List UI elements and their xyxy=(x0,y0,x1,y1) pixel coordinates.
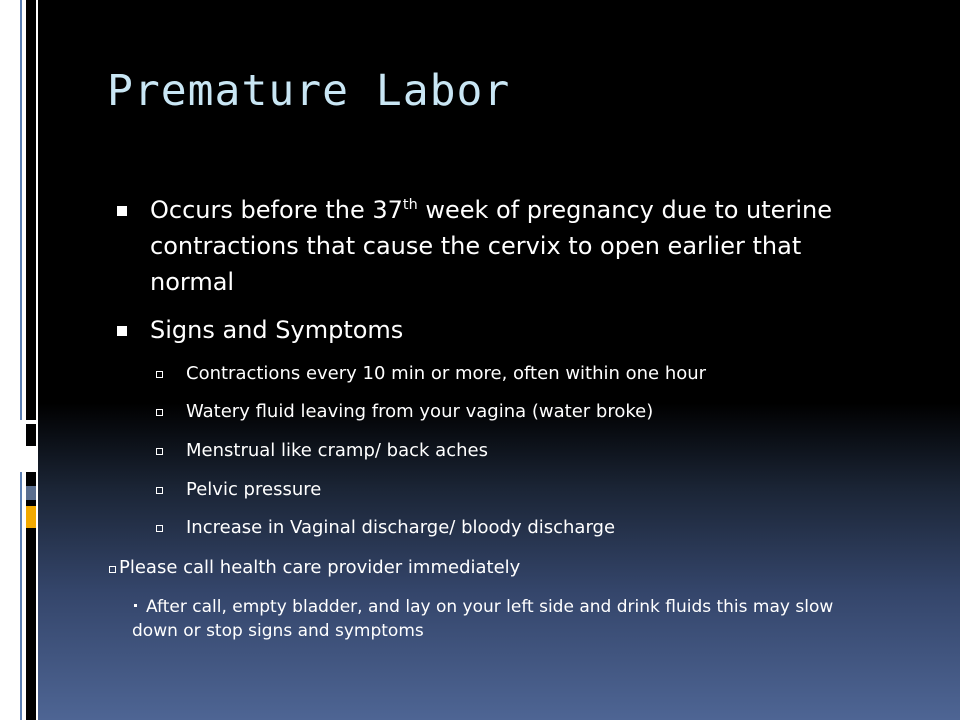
symptom-item xyxy=(186,400,653,424)
square-bullet-icon xyxy=(117,326,127,336)
bullet-definition xyxy=(150,192,870,300)
symptom-item xyxy=(186,439,488,463)
slide-title: Premature Labor xyxy=(107,66,511,116)
ordinal-suffix: th xyxy=(402,197,418,213)
call-provider-note xyxy=(119,556,520,580)
hollow-square-bullet-icon xyxy=(156,409,163,416)
symptom-item xyxy=(186,362,706,386)
hollow-square-bullet-icon xyxy=(109,566,116,573)
hollow-square-bullet-icon xyxy=(156,525,163,532)
after-call-note xyxy=(132,595,872,643)
symptom-item xyxy=(186,478,321,502)
symptom-text: Increase in Vaginal discharge/ bloody discharge xyxy=(186,517,616,538)
symptom-text: Pelvic pressure xyxy=(186,479,322,500)
after-call-text: After call, empty bladder, and lay on your left side and drink fluids this may slow down or stop signs and symptoms xyxy=(132,597,834,641)
hollow-square-bullet-icon xyxy=(156,448,163,455)
call-provider-text: Please call health care provider immediately xyxy=(119,557,521,578)
hollow-square-bullet-icon xyxy=(156,371,163,378)
definition-text-end: week of pregnancy due to uterine contractions that cause the cervix to open earlier that normal xyxy=(150,196,832,296)
bullet-signs-heading xyxy=(150,312,870,348)
small-square-bullet-icon xyxy=(134,604,137,607)
hollow-square-bullet-icon xyxy=(156,487,163,494)
definition-text-start: Occurs before the 37 xyxy=(150,196,403,224)
symptom-text: Menstrual like cramp/ back aches xyxy=(186,440,488,461)
symptom-text: Watery fluid leaving from your vagina (water broke) xyxy=(186,401,654,422)
symptom-item xyxy=(186,516,615,540)
symptom-text: Contractions every 10 min or more, often within one hour xyxy=(186,363,707,384)
signs-heading-text: Signs and Symptoms xyxy=(150,316,404,344)
square-bullet-icon xyxy=(117,206,127,216)
